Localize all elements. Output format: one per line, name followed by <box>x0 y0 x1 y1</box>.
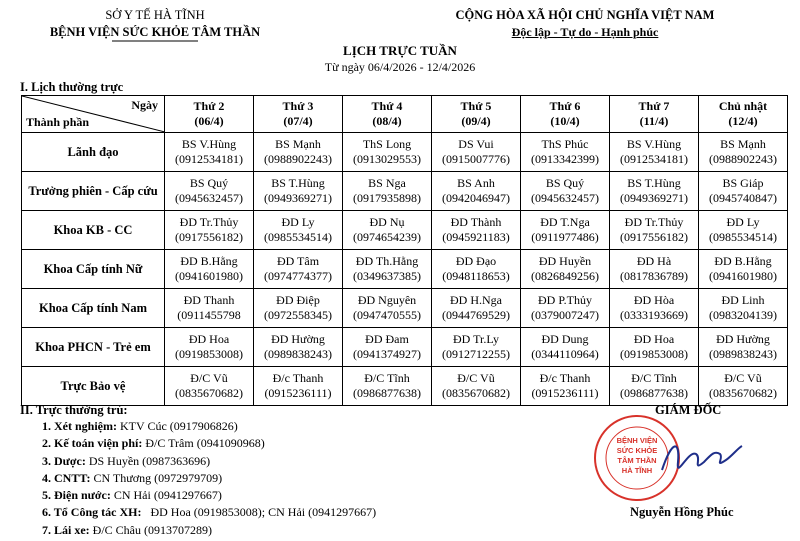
staff-phone: (0917556182) <box>175 230 243 244</box>
staff-name: ĐD T.Nga <box>540 215 590 229</box>
duty-label: 5. Điện nước: <box>42 488 111 503</box>
role-cell: Lãnh đạo <box>22 133 165 172</box>
duty-cell <box>699 328 788 367</box>
staff-name: ĐD Hường <box>716 332 770 346</box>
staff-phone: (0333193669) <box>620 308 688 322</box>
staff-name: ĐD Hường <box>271 332 325 346</box>
list-item <box>42 418 376 435</box>
staff-phone: (0944769529) <box>442 308 510 322</box>
day-date: (12/4) <box>728 114 758 128</box>
duty-cell <box>610 172 699 211</box>
signature-scribble <box>662 446 742 470</box>
staff-name: ĐD Tr.Thủy <box>624 215 684 229</box>
duty-cell <box>610 250 699 289</box>
org-name: BỆNH VIỆN SỨC KHỎE TÂM THẦN <box>49 25 261 39</box>
day-name: Thứ 6 <box>549 99 581 113</box>
staff-name: ĐD Ly <box>726 215 760 229</box>
staff-name: BS Mạnh <box>720 137 766 151</box>
staff-phone: (0988902243) <box>709 152 777 166</box>
staff-phone: (0985534514) <box>709 230 777 244</box>
duty-text: KTV Cúc (0917906826) <box>117 419 238 433</box>
table-row <box>22 328 788 367</box>
duty-cell <box>699 289 788 328</box>
section2-heading: II. Trực thường trú: <box>20 403 128 417</box>
duty-cell <box>699 367 788 406</box>
duty-cell <box>165 211 254 250</box>
staff-phone: (0983204139) <box>709 308 777 322</box>
staff-phone: (0974654239) <box>353 230 421 244</box>
table-row <box>22 133 788 172</box>
staff-phone: (0989838243) <box>709 347 777 361</box>
header-right <box>405 7 765 41</box>
list-item <box>42 470 376 487</box>
table-row <box>22 172 788 211</box>
staff-phone: (0912534181) <box>620 152 688 166</box>
staff-name: Đ/C Tĩnh <box>631 371 677 385</box>
staff-phone: (0949369271) <box>264 191 332 205</box>
day-date: (07/4) <box>283 114 313 128</box>
svg-text:TÂM THẦN: TÂM THẦN <box>617 456 657 465</box>
staff-name: ĐD Hòa <box>633 293 675 307</box>
corner-cell <box>22 96 165 133</box>
duty-cell <box>165 250 254 289</box>
staff-phone: (0912712255) <box>442 347 510 361</box>
duty-cell <box>254 367 343 406</box>
staff-name: ĐD Hoa <box>633 332 675 346</box>
list-item <box>42 504 376 521</box>
staff-name: BS Anh <box>457 176 495 190</box>
staff-phone: (0947470555) <box>353 308 421 322</box>
date-range: Từ ngày 06/4/2026 - 12/4/2026 <box>324 60 476 74</box>
duty-cell <box>343 328 432 367</box>
signatory-name: Nguyễn Hồng Phúc <box>630 505 734 519</box>
staff-phone: (0915007776) <box>442 152 510 166</box>
day-name: Chủ nhật <box>718 99 768 113</box>
table-header-row <box>22 96 788 133</box>
staff-phone: (0911455798 <box>177 308 241 322</box>
duty-cell <box>343 367 432 406</box>
duty-cell <box>699 211 788 250</box>
duty-label: 1. Xét nghiệm: <box>42 419 117 433</box>
staff-name: BS Mạnh <box>275 137 321 151</box>
day-header <box>254 96 343 133</box>
duty-label: 7. Lái xe: <box>42 522 90 537</box>
staff-name: ThS Phúc <box>541 137 589 151</box>
staff-name: ĐD Ly <box>281 215 315 229</box>
duty-text: Đ/C Châu (0913707289) <box>89 522 212 537</box>
day-name: Thứ 2 <box>193 99 225 113</box>
day-header <box>343 96 432 133</box>
day-name: Thứ 4 <box>371 99 403 113</box>
duty-cell <box>343 133 432 172</box>
duty-label: 3. Dược: <box>42 453 86 468</box>
staff-phone: (0974774377) <box>264 269 332 283</box>
staff-phone: (0985534514) <box>264 230 332 244</box>
duty-cell <box>521 211 610 250</box>
duty-cell <box>254 133 343 172</box>
list-item <box>42 522 376 539</box>
staff-phone: (0919853008) <box>620 347 688 361</box>
staff-phone: (0972558345) <box>264 308 332 322</box>
staff-phone: (0835670682) <box>709 386 777 400</box>
duty-cell <box>165 289 254 328</box>
staff-name: ThS Long <box>362 137 412 151</box>
staff-name: Đ/C Tĩnh <box>364 371 410 385</box>
staff-phone: (0942046947) <box>442 191 510 205</box>
schedule-table <box>21 95 788 406</box>
staff-name: ĐD B.Hằng <box>180 254 238 268</box>
duty-cell <box>254 289 343 328</box>
corner-role-label: Thành phần <box>26 115 90 129</box>
duty-cell <box>610 367 699 406</box>
duty-cell <box>432 211 521 250</box>
duty-cell <box>521 328 610 367</box>
duty-cell <box>521 250 610 289</box>
duty-cell <box>432 133 521 172</box>
staff-phone: (0988902243) <box>264 152 332 166</box>
staff-phone: (0945921183) <box>442 230 510 244</box>
staff-phone: (0915236111) <box>531 386 599 400</box>
staff-phone: (0941374927) <box>353 347 421 361</box>
staff-name: ĐD Dung <box>541 332 589 346</box>
svg-text:HÀ TĨNH: HÀ TĨNH <box>621 466 653 475</box>
staff-phone: (0949369271) <box>620 191 688 205</box>
table-row <box>22 211 788 250</box>
staff-name: ĐD Hà <box>636 254 672 268</box>
duty-cell <box>521 289 610 328</box>
staff-name: ĐD Điệp <box>276 293 320 307</box>
staff-phone: (0913342399) <box>531 152 599 166</box>
day-date: (09/4) <box>461 114 491 128</box>
staff-name: ĐD Đam <box>365 332 409 346</box>
duty-cell <box>165 367 254 406</box>
staff-phone: (0945632457) <box>175 191 243 205</box>
duty-cell <box>610 289 699 328</box>
staff-phone: (0835670682) <box>175 386 243 400</box>
staff-phone: (0349637385) <box>353 269 421 283</box>
staff-name: BS Quý <box>545 176 585 190</box>
staff-phone: (0986877638) <box>620 386 688 400</box>
official-stamp <box>592 410 752 505</box>
staff-name: ĐD P.Thủy <box>537 293 592 307</box>
staff-phone: (0913029553) <box>353 152 421 166</box>
duty-text: ĐD Hoa (0919853008); CN Hải (0941297667) <box>141 505 377 520</box>
duty-label: 4. CNTT: <box>42 470 91 485</box>
staff-phone: (0919853008) <box>175 347 243 361</box>
staff-name: Đ/C Vũ <box>724 371 762 385</box>
staff-phone: (0911977486) <box>531 230 599 244</box>
duty-cell <box>343 211 432 250</box>
staff-name: BS T.Hùng <box>271 176 325 190</box>
staff-name: ĐD Thành <box>450 215 502 229</box>
staff-name: ĐD Hoa <box>188 332 230 346</box>
staff-phone: (0945740847) <box>709 191 777 205</box>
day-name: Thứ 3 <box>282 99 314 113</box>
staff-name: Đ/c Thanh <box>272 371 324 385</box>
staff-name: Đ/C Vũ <box>190 371 228 385</box>
duty-cell <box>521 172 610 211</box>
list-item <box>42 453 376 470</box>
corner-day-label: Ngày <box>131 98 158 112</box>
duty-cell <box>254 172 343 211</box>
day-header <box>699 96 788 133</box>
duty-text: CN Hải (0941297667) <box>110 488 222 503</box>
staff-phone: (0948118653) <box>442 269 510 283</box>
duty-cell <box>521 367 610 406</box>
staff-name: BS Giáp <box>722 176 764 190</box>
day-date: (06/4) <box>194 114 224 128</box>
table-row <box>22 367 788 406</box>
duty-cell <box>254 328 343 367</box>
table-row <box>22 250 788 289</box>
staff-phone: (0917935898) <box>353 191 421 205</box>
staff-phone: (0826849256) <box>531 269 599 283</box>
staff-phone: (0941601980) <box>175 269 243 283</box>
staff-phone: (0915236111) <box>264 386 332 400</box>
duty-cell <box>343 172 432 211</box>
day-name: Thứ 7 <box>638 99 670 113</box>
staff-name: ĐD Nguyên <box>357 293 417 307</box>
staff-name: ĐD H.Nga <box>450 293 502 307</box>
signature-title: GIÁM ĐỐC <box>655 403 722 417</box>
duty-text: DS Huyền (0987363696) <box>85 453 211 468</box>
staff-name: DS Vui <box>458 137 494 151</box>
duty-cell <box>521 133 610 172</box>
duty-label: 2. Kế toán viện phí: <box>42 436 143 451</box>
day-header <box>432 96 521 133</box>
country-name: CỘNG HÒA XÃ HỘI CHỦ NGHĨA VIỆT NAM <box>455 8 715 22</box>
role-cell: Khoa KB - CC <box>22 211 165 250</box>
duty-cell <box>432 250 521 289</box>
duty-label: 6. Tổ Công tác XH: <box>42 505 142 520</box>
day-header <box>165 96 254 133</box>
staff-name: ĐD Tr.Ly <box>452 332 500 346</box>
day-date: (11/4) <box>639 114 669 128</box>
staff-name: ĐD B.Hằng <box>714 254 772 268</box>
day-date: (10/4) <box>550 114 580 128</box>
staff-phone: (0344110964) <box>531 347 599 361</box>
motto: Độc lập - Tự do - Hạnh phúc <box>511 25 659 39</box>
staff-phone: (0989838243) <box>264 347 332 361</box>
resident-duty-list <box>42 418 376 539</box>
staff-phone: (0917556182) <box>620 230 688 244</box>
duty-cell <box>610 328 699 367</box>
table-row <box>22 289 788 328</box>
staff-name: ĐD Thanh <box>183 293 235 307</box>
staff-name: BS V.Hùng <box>181 137 237 151</box>
staff-phone: (0941601980) <box>709 269 777 283</box>
staff-name: BS V.Hùng <box>626 137 682 151</box>
staff-name: ĐD Tâm <box>276 254 320 268</box>
role-cell: Trực Bảo vệ <box>22 367 165 406</box>
list-item <box>42 487 376 504</box>
duty-cell <box>699 133 788 172</box>
role-cell: Trưởng phiên - Cấp cứu <box>22 172 165 211</box>
staff-name: ĐD Nụ <box>369 215 405 229</box>
staff-name: BS Nga <box>368 176 406 190</box>
duty-cell <box>610 211 699 250</box>
staff-name: ĐD Đạo <box>455 254 497 268</box>
role-cell: Khoa Cấp tính Nữ <box>22 250 165 289</box>
duty-cell <box>343 250 432 289</box>
section1-heading: I. Lịch thường trực <box>20 80 124 94</box>
duty-cell <box>432 289 521 328</box>
org-underline <box>112 40 198 42</box>
svg-text:SỨC KHỎE: SỨC KHỎE <box>616 446 658 455</box>
duty-cell <box>699 172 788 211</box>
duty-cell <box>610 133 699 172</box>
role-cell: Khoa PHCN - Trẻ em <box>22 328 165 367</box>
page-title: LỊCH TRỰC TUẦN <box>343 43 457 58</box>
staff-phone: (0835670682) <box>442 386 510 400</box>
staff-name: ĐD Huyền <box>538 254 592 268</box>
duty-cell <box>432 367 521 406</box>
list-item <box>42 435 376 452</box>
staff-name: Đ/c Thanh <box>539 371 591 385</box>
day-name: Thứ 5 <box>460 99 492 113</box>
duty-cell <box>254 250 343 289</box>
day-header <box>521 96 610 133</box>
staff-name: ĐD Tr.Thủy <box>179 215 239 229</box>
duty-cell <box>165 133 254 172</box>
staff-name: BS T.Hùng <box>627 176 681 190</box>
header-left <box>20 7 290 41</box>
staff-phone: (0945632457) <box>531 191 599 205</box>
org-parent: SỞ Y TẾ HÀ TĨNH <box>105 8 205 22</box>
duty-cell <box>165 172 254 211</box>
day-date: (08/4) <box>372 114 402 128</box>
duty-cell <box>254 211 343 250</box>
staff-name: Đ/C Vũ <box>457 371 495 385</box>
day-header <box>610 96 699 133</box>
svg-text:BỆNH VIỆN: BỆNH VIỆN <box>616 436 658 445</box>
duty-text: Đ/C Trâm (0941090968) <box>142 436 265 451</box>
duty-cell <box>165 328 254 367</box>
duty-text: CN Thương (0972979709) <box>90 470 223 485</box>
staff-name: ĐD Th.Hằng <box>355 254 419 268</box>
staff-name: BS Quý <box>189 176 229 190</box>
role-cell: Khoa Cấp tính Nam <box>22 289 165 328</box>
staff-phone: (0817836789) <box>620 269 688 283</box>
staff-phone: (0379007247) <box>531 308 599 322</box>
staff-phone: (0912534181) <box>175 152 243 166</box>
duty-cell <box>432 172 521 211</box>
duty-cell <box>343 289 432 328</box>
staff-phone: (0986877638) <box>353 386 421 400</box>
staff-name: ĐD Linh <box>721 293 765 307</box>
duty-cell <box>432 328 521 367</box>
duty-cell <box>699 250 788 289</box>
